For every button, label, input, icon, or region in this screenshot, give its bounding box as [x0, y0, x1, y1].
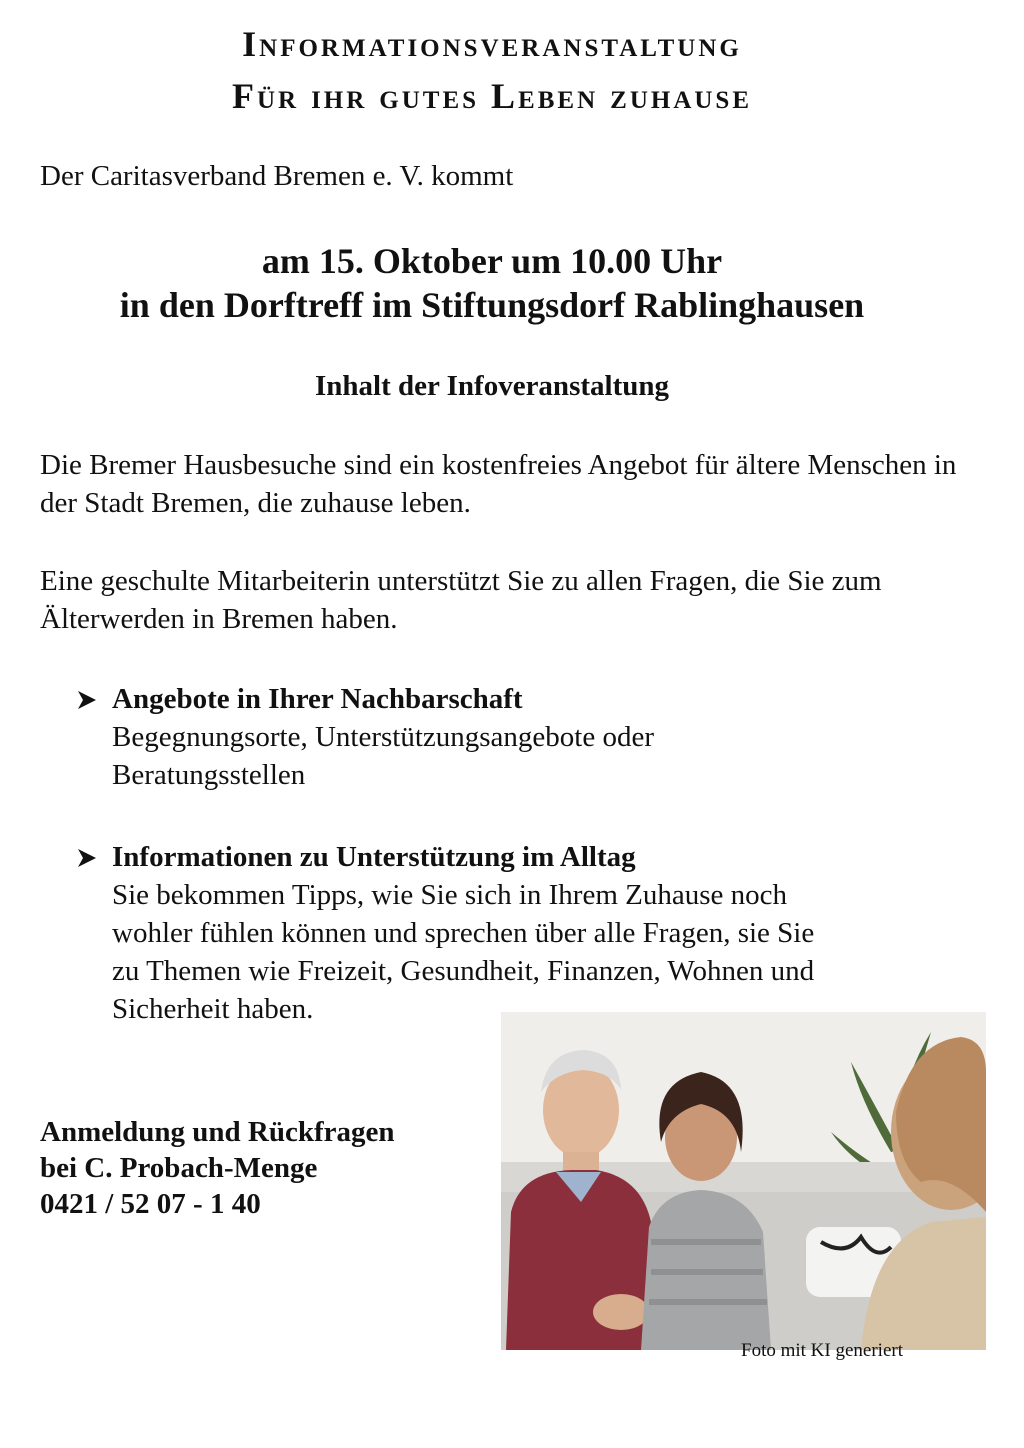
event-location: in den Dorftreff im Stiftungsdorf Rablinghausen	[119, 285, 865, 325]
intro-text: Der Caritasverband Bremen e. V. kommt	[40, 160, 514, 192]
title-line-1: Informationsveranstaltung	[242, 24, 742, 64]
contact-heading: Anmeldung und Rückfragen	[40, 1116, 395, 1148]
paragraph-offer: Die Bremer Hausbesuche sind ein kostenfreies Angebot für ältere Menschen in der Stadt Bremen, die zuhause leben.	[40, 449, 957, 519]
contact-phone: 0421 / 52 07 - 1 40	[40, 1188, 261, 1220]
bullet-text-line: zu Themen wie Freizeit, Gesundheit, Finanzen, Wohnen und	[112, 955, 815, 987]
title-line-2: Für ihr gutes Leben zuhause	[231, 76, 753, 116]
contact-block	[40, 1114, 395, 1222]
bullet-item-neighborhood	[76, 680, 976, 794]
arrowhead-bullet-icon	[76, 689, 98, 711]
bullet-text-line: Sie bekommen Tipps, wie Sie sich in Ihrem Zuhause noch	[112, 879, 787, 911]
bullet-text-line: Begegnungsorte, Unterstützungsangebote oder	[112, 721, 654, 753]
arrowhead-bullet-icon	[76, 847, 98, 869]
bullet-item-daily-support	[76, 838, 976, 1028]
bullet-title: Informationen zu Unterstützung im Alltag	[112, 841, 636, 873]
bullet-text-line: wohler fühlen können und sprechen über alle Fragen, sie Sie	[112, 917, 815, 949]
photo-caption: Foto mit KI generiert	[741, 1340, 903, 1361]
bullet-text-line: Sicherheit haben.	[112, 993, 314, 1025]
event-photo	[501, 1012, 986, 1350]
photo-illustration	[501, 1012, 986, 1350]
content-heading: Inhalt der Infoveranstaltung	[315, 370, 669, 402]
event-date-time: am 15. Oktober um 10.00 Uhr	[261, 241, 723, 281]
bullet-title: Angebote in Ihrer Nachbarschaft	[112, 683, 523, 715]
paragraph-support: Eine geschulte Mitarbeiterin unterstützt Sie zu allen Fragen, die Sie zum Älterwerden in Bremen haben.	[40, 565, 882, 635]
contact-person: bei C. Probach-Menge	[40, 1152, 318, 1184]
bullet-text-line: Beratungsstellen	[112, 759, 306, 791]
